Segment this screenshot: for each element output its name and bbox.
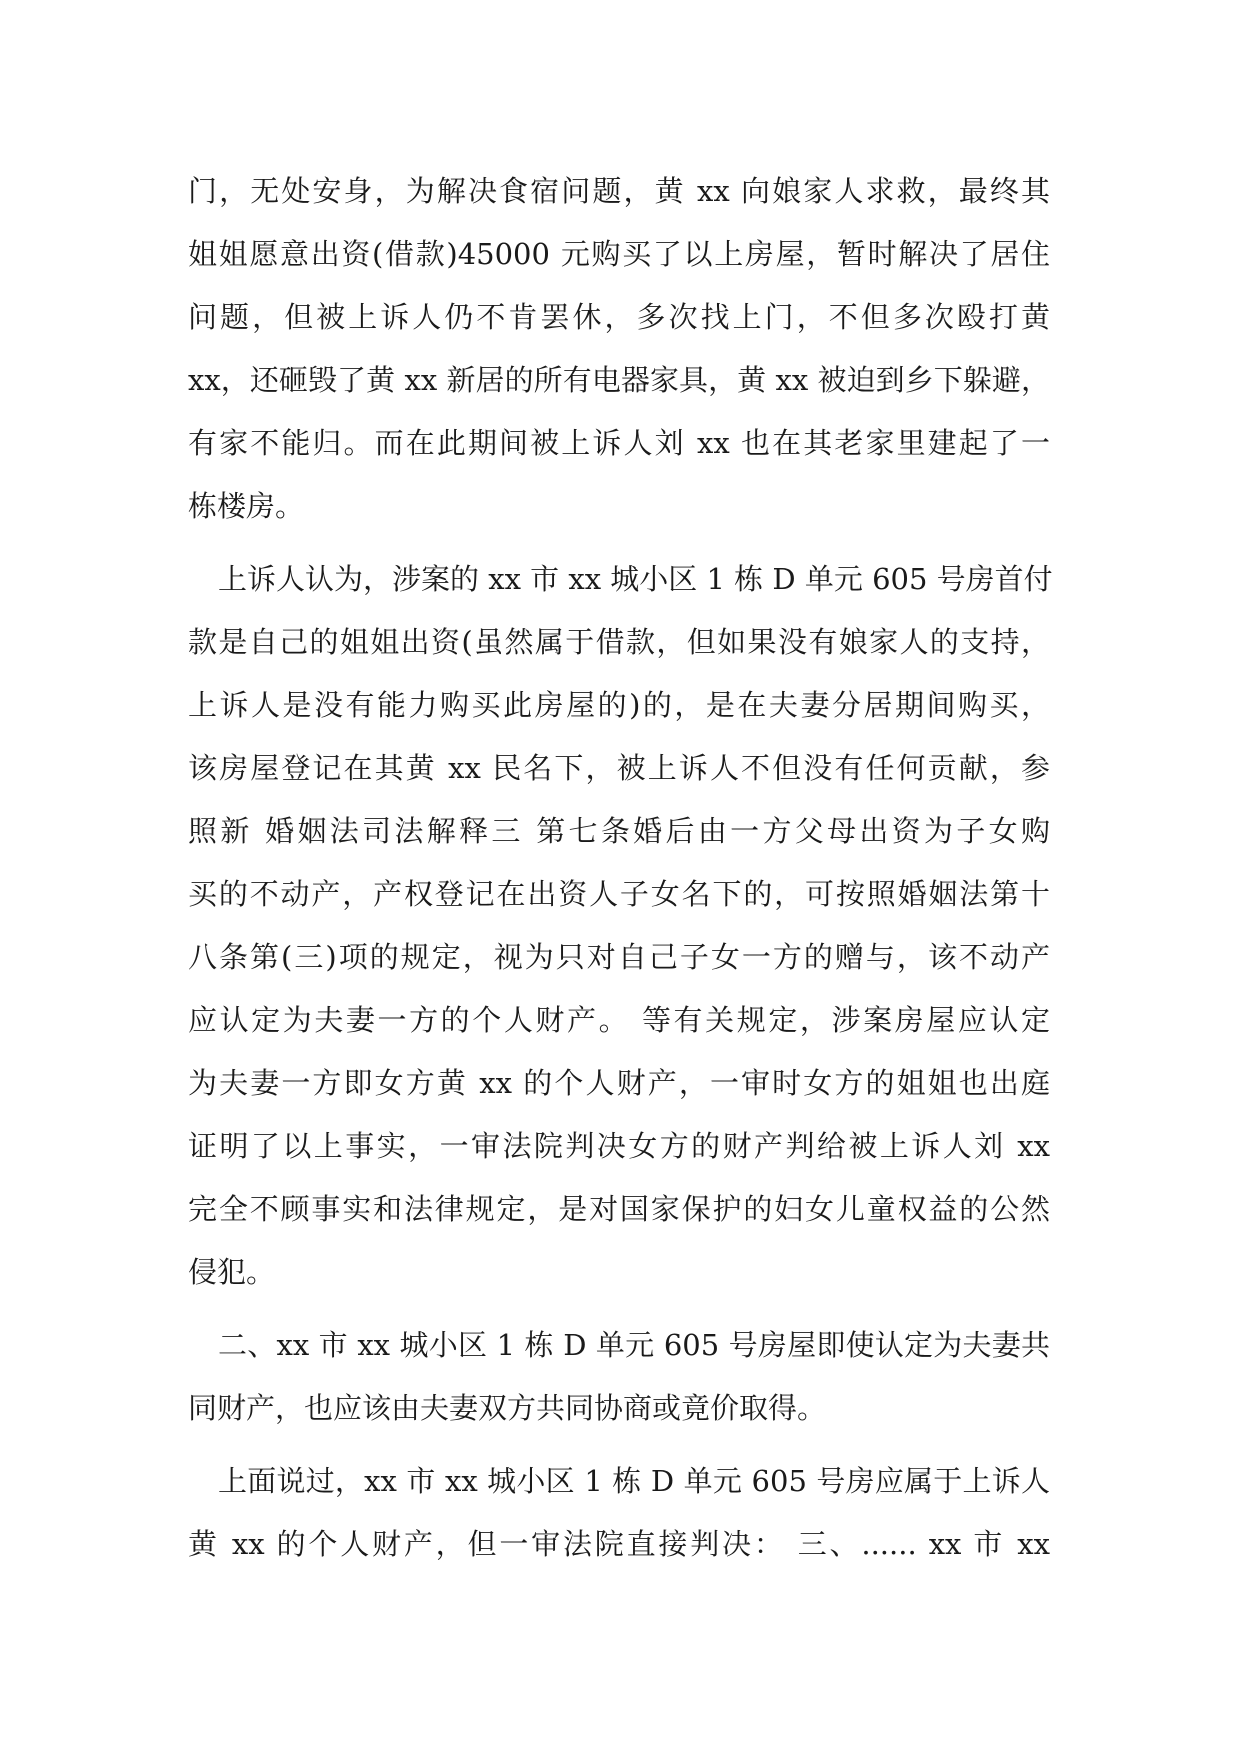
text-line: 姐姐愿意出资(借款)45000 元购买了以上房屋，暂时解决了居住: [188, 237, 1050, 271]
text-line: 栋楼房。: [188, 489, 305, 523]
text-line: 上诉人认为，涉案的 xx 市 xx 城小区 1 栋 D 单元 605 号房首付: [218, 562, 1053, 596]
section-heading-line: 二、xx 市 xx 城小区 1 栋 D 单元 605 号房屋即使认定为夫妻共: [218, 1328, 1050, 1362]
document-body: [188, 160, 1053, 1576]
text-line: 款是自己的姐姐出资(虽然属于借款，但如果没有娘家人的支持，: [188, 625, 1050, 659]
text-line: xx，还砸毁了黄 xx 新居的所有电器家具，黄 xx 被迫到乡下躲避，: [188, 363, 1050, 397]
text-line: 上诉人是没有能力购买此房屋的)的，是在夫妻分居期间购买，: [188, 688, 1050, 722]
text-line: 证明了以上事实，一审法院判决女方的财产判给被上诉人刘 xx: [188, 1129, 1050, 1163]
paragraph-spacer: [188, 538, 1050, 548]
text-line: 上面说过，xx 市 xx 城小区 1 栋 D 单元 605 号房应属于上诉人: [218, 1464, 1050, 1498]
paragraph-2: [188, 548, 1053, 1304]
text-line: 八条第(三)项的规定，视为只对自己子女一方的赠与，该不动产: [188, 940, 1050, 974]
text-line: 问题，但被上诉人仍不肯罢休，多次找上门，不但多次殴打黄: [188, 300, 1050, 334]
text-line: 完全不顾事实和法律规定，是对国家保护的妇女儿童权益的公然: [188, 1192, 1050, 1226]
section-heading-line: 同财产，也应该由夫妻双方共同协商或竟价取得。: [188, 1391, 827, 1425]
text-line: 有家不能归。而在此期间被上诉人刘 xx 也在其老家里建起了一: [188, 426, 1050, 460]
text-line: 门，无处安身，为解决食宿问题，黄 xx 向娘家人求救，最终其: [188, 174, 1050, 208]
paragraph-4: [188, 1450, 1050, 1576]
text-line: 黄 xx 的个人财产，但一审法院直接判决： 三、...... xx 市 xx: [188, 1527, 1050, 1561]
paragraph-spacer: [188, 1304, 1050, 1314]
text-line: 侵犯。: [188, 1255, 276, 1289]
text-line: 应认定为夫妻一方的个人财产。 等有关规定，涉案房屋应认定: [188, 1003, 1050, 1037]
text-line: 照新 婚姻法司法解释三 第七条婚后由一方父母出资为子女购: [188, 814, 1050, 848]
text-line: 为夫妻一方即女方黄 xx 的个人财产，一审时女方的姐姐也出庭: [188, 1066, 1050, 1100]
text-line: 买的不动产，产权登记在出资人子女名下的，可按照婚姻法第十: [188, 877, 1050, 911]
text-line: 该房屋登记在其黄 xx 民名下，被上诉人不但没有任何贡献，参: [188, 751, 1050, 785]
paragraph-1: [188, 160, 1050, 538]
paragraph-spacer: [188, 1440, 1050, 1450]
paragraph-3: [188, 1314, 1050, 1440]
